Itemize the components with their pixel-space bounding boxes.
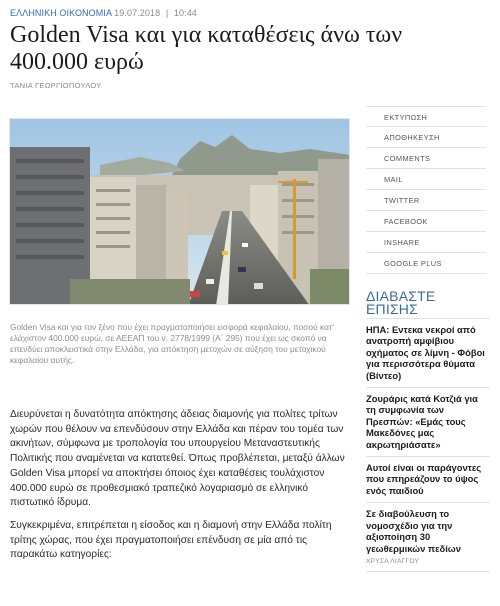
print-button[interactable]: ΕΚΤΥΠΩΣΗ [366,106,486,127]
publish-time: 10:44 [173,8,197,18]
mail-button[interactable]: MAIL [366,169,486,190]
article-title-line2: 400.000 ευρώ [10,49,144,75]
article-author[interactable]: ΤΑΝΙΑ ΓΕΩΡΓΙΟΠΟΥΛΟΥ [10,81,102,90]
facebook-button[interactable]: FACEBOOK [366,211,486,232]
twitter-button[interactable]: TWITTER [366,190,486,211]
comments-button[interactable]: COMMENTS [366,148,486,169]
read-also-heading-line1: ΔΙΑΒΑΣΤΕ [366,288,436,304]
article-paragraph-1: Διευρύνεται η δυνατότητα απόκτησης άδειας διαμονής για πολίτες τρίτων χωρών που θέλουν να επενδύσουν στην Ελλάδα και πέραν του τομέα των ακινήτων, σύμφωνα με τροπολογία του υπουργείου Μεταναστευτικής Πολιτικής που αναμένεται να κατατεθεί. Όπως προβλέπεται, μεταξύ άλλων Golden Visa μπορεί να αποκτήσει όποιος έχει καταθέσεις τουλάχιστον 400.000 ευρώ σε προθεσμιακό τραπεζικό λογαριασμό σε ελληνικό πιστωτικό ίδρυμα. [10,409,345,509]
related-story[interactable] [366,388,490,457]
related-story-title[interactable]: Ζουράρις κατά Κοτζιά για τη συμφωνία των Πρεσπών: «Εμάς τους Μακεδόνες μας ακρωτηριάσατε» [366,393,478,450]
meta-separator: | [165,8,169,18]
save-button[interactable]: ΑΠΟΘΗΚΕΥΣΗ [366,127,486,148]
related-story[interactable] [366,457,490,503]
related-story-title[interactable]: Σε διαβούλευση το νομοσχέδιο για την αξιοποίηση 30 γεωθερμικών πεδίων [366,508,461,554]
linkedin-share-button[interactable]: INSHARE [366,232,486,253]
read-also-heading-line2: ΕΠΙΣΗΣ [366,301,418,317]
related-story-author: ΧΡΥΣΑ ΛΙΑΓΓΟΥ [366,557,420,565]
google-plus-button[interactable]: GOOGLE PLUS [366,253,486,274]
article-body [10,408,350,571]
related-story-title[interactable]: ΗΠΑ: Εντεκα νεκροί από ανατροπή αμφίβιου οχήματος σε λίμνη - Φόβοι για περισσότερα θύματα (Βίντεο) [366,324,485,381]
article-title [10,22,490,76]
article-title-line1: Golden Visa και για καταθέσεις άνω των [10,22,403,48]
publish-date: 19.07.2018 [114,8,161,18]
read-also-sidebar [366,290,490,572]
image-caption: Golden Visa και για τον ξένο που έχει πραγματοποιήσει εισφορά κεφαλαίου, ποσού κατ' ελάχιστον 400.000 ευρώ, σε ΑΕΕΑΠ του ν. 2778/1999 (Α΄ 295) που έχει ως σκοπό να επενδύει αποκλειστικά στην Ελλάδα, για απόκτηση μετοχών σε αύξηση του μετοχικού κεφαλαίου αυτής. [10,322,334,365]
article-hero-image [9,118,350,305]
article-paragraph-2: Συγκεκριμένα, επιτρέπεται η είσοδος και η διαμονή στην Ελλάδα πολίτη τρίτης χώρας, που έχει πραγματοποιήσει επένδυση σε μία από τις παρακάτω κατηγορίες: [10,519,332,561]
article-header [10,8,490,90]
read-also-heading [366,290,490,319]
share-toolbar [366,106,486,274]
related-story[interactable] [366,503,490,572]
category-link[interactable]: ΕΛΛΗΝΙΚΗ ΟΙΚΟΝΟΜΙΑ [10,8,112,18]
related-story-title[interactable]: Αυτοί είναι οι παράγοντες που επηρεάζουν το ύψος ενός παιδιού [366,462,482,496]
city-avenue-photo [10,119,350,305]
article-meta [10,8,490,18]
related-story[interactable] [366,319,490,388]
